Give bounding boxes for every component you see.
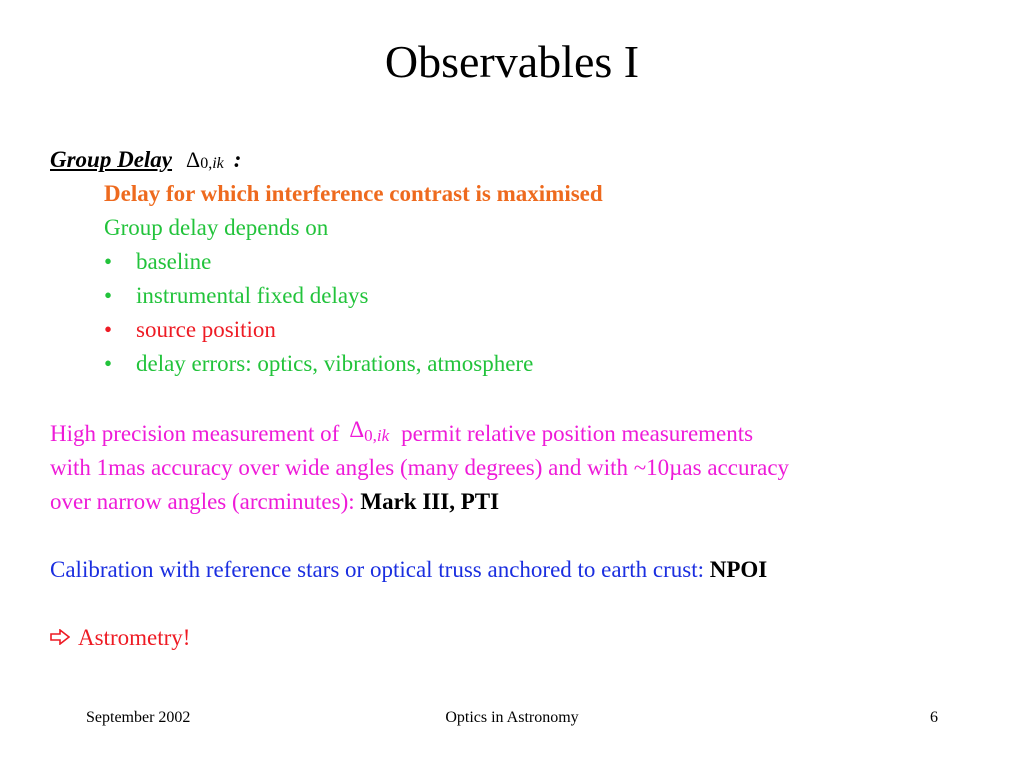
calibration-line [50, 553, 767, 587]
group-delay-term: Group Delay [50, 147, 173, 172]
calibration-instrument: NPOI [709, 557, 768, 582]
bullet-marker: • [104, 249, 113, 274]
bullet-marker: • [104, 317, 113, 342]
bullet-marker: • [104, 283, 113, 308]
depends-intro: Group delay depends on [104, 215, 329, 240]
bullet-marker: • [104, 351, 113, 376]
list-item [104, 349, 533, 379]
delta-glyph: Δ [186, 147, 201, 172]
bullet-text: baseline [136, 249, 212, 274]
delta-subscript-italic: ik [212, 155, 224, 172]
group-delay-colon: : [233, 147, 242, 172]
precision-line-1-after: permit relative position measurements [401, 421, 754, 446]
precision-line-3 [50, 485, 499, 519]
precision-line-1-before: High precision measurement of [50, 421, 340, 446]
delta-subscript [200, 155, 224, 172]
delta-subscript-number: 0, [200, 155, 213, 172]
slide-title: Observables I [384, 36, 640, 87]
list-item [104, 247, 211, 277]
bullet-text: delay errors: optics, vibrations, atmosphere [136, 351, 534, 376]
footer-page-number: 6 [930, 709, 938, 726]
precision-line-3-text: over narrow angles (arcminutes): [50, 489, 355, 514]
definition-text: Delay for which interference contrast is maximised [104, 181, 603, 206]
footer-title: Optics in Astronomy [445, 709, 579, 726]
delta-glyph: Δ [349, 417, 365, 442]
calibration-text: Calibration with reference stars or optical truss anchored to earth crust: [50, 557, 704, 582]
precision-line-2: with 1mas accuracy over wide angles (many degrees) and with ~10µas accuracy [50, 455, 790, 480]
delta-symbol [349, 413, 389, 453]
bullet-text: instrumental fixed delays [136, 283, 369, 308]
footer-date: September 2002 [86, 709, 191, 726]
hollow-right-arrow-icon [50, 622, 70, 656]
precision-instruments: Mark III, PTI [360, 489, 500, 514]
list-item [104, 281, 369, 311]
list-item [104, 315, 276, 345]
group-delay-heading [50, 145, 241, 179]
delta-subscript-italic: ik [376, 426, 390, 445]
conclusion-line [50, 621, 190, 656]
delta-subscript-number: 0, [364, 426, 377, 445]
delta-subscript [364, 426, 389, 445]
delta-symbol [186, 145, 224, 179]
bullet-text: source position [136, 317, 276, 342]
conclusion-text: Astrometry! [78, 625, 191, 650]
